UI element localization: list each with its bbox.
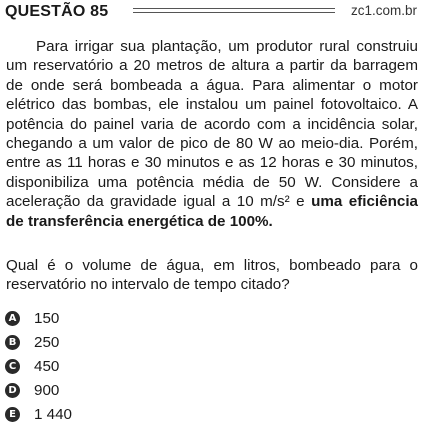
option-d[interactable] — [5, 378, 72, 402]
header-rule — [133, 8, 335, 13]
option-c-badge: C — [5, 359, 20, 374]
option-c[interactable] — [5, 354, 72, 378]
question-stem — [6, 37, 418, 231]
option-d-badge: D — [5, 383, 20, 398]
option-b-badge: B — [5, 335, 20, 350]
option-e-value: 1 440 — [34, 405, 73, 423]
option-e[interactable] — [5, 402, 72, 426]
option-c-value: 450 — [34, 357, 60, 375]
stem-text: Para irrigar sua plantação, um produtor rural construiu um reservatório a 20 metros de altura a partir da barragem de onde será bombeada a água. Para alimentar o motor elétrico das bombas, ele instalou um painel fotovoltaico. A potência do painel varia de acordo com a incidência solar, chegando a um valor de pico de 80 W ao meio-dia. Porém, entre as 11 horas e 30 minutos e as 12 horas e 30 minutos, disponibiliza uma potência média de 50 W. Considere a aceleração da gravidade igual a 10 m/s² e — [6, 38, 418, 211]
option-a[interactable] — [5, 306, 72, 330]
question-header — [5, 2, 419, 22]
option-a-badge: A — [5, 311, 20, 326]
option-d-value: 900 — [34, 381, 60, 399]
option-b[interactable] — [5, 330, 72, 354]
question-number: QUESTÃO 85 — [5, 3, 109, 20]
answer-options — [5, 306, 72, 426]
question-prompt: Qual é o volume de água, em litros, bombeado para o reservatório no intervalo de tempo citado? — [6, 257, 418, 294]
option-e-badge: E — [5, 407, 20, 422]
stem-bold-text: uma eficiência de transferência energética de 100%. — [6, 193, 418, 230]
option-a-value: 150 — [34, 309, 60, 327]
source-watermark: zc1.com.br — [350, 3, 417, 18]
option-b-value: 250 — [34, 333, 60, 351]
